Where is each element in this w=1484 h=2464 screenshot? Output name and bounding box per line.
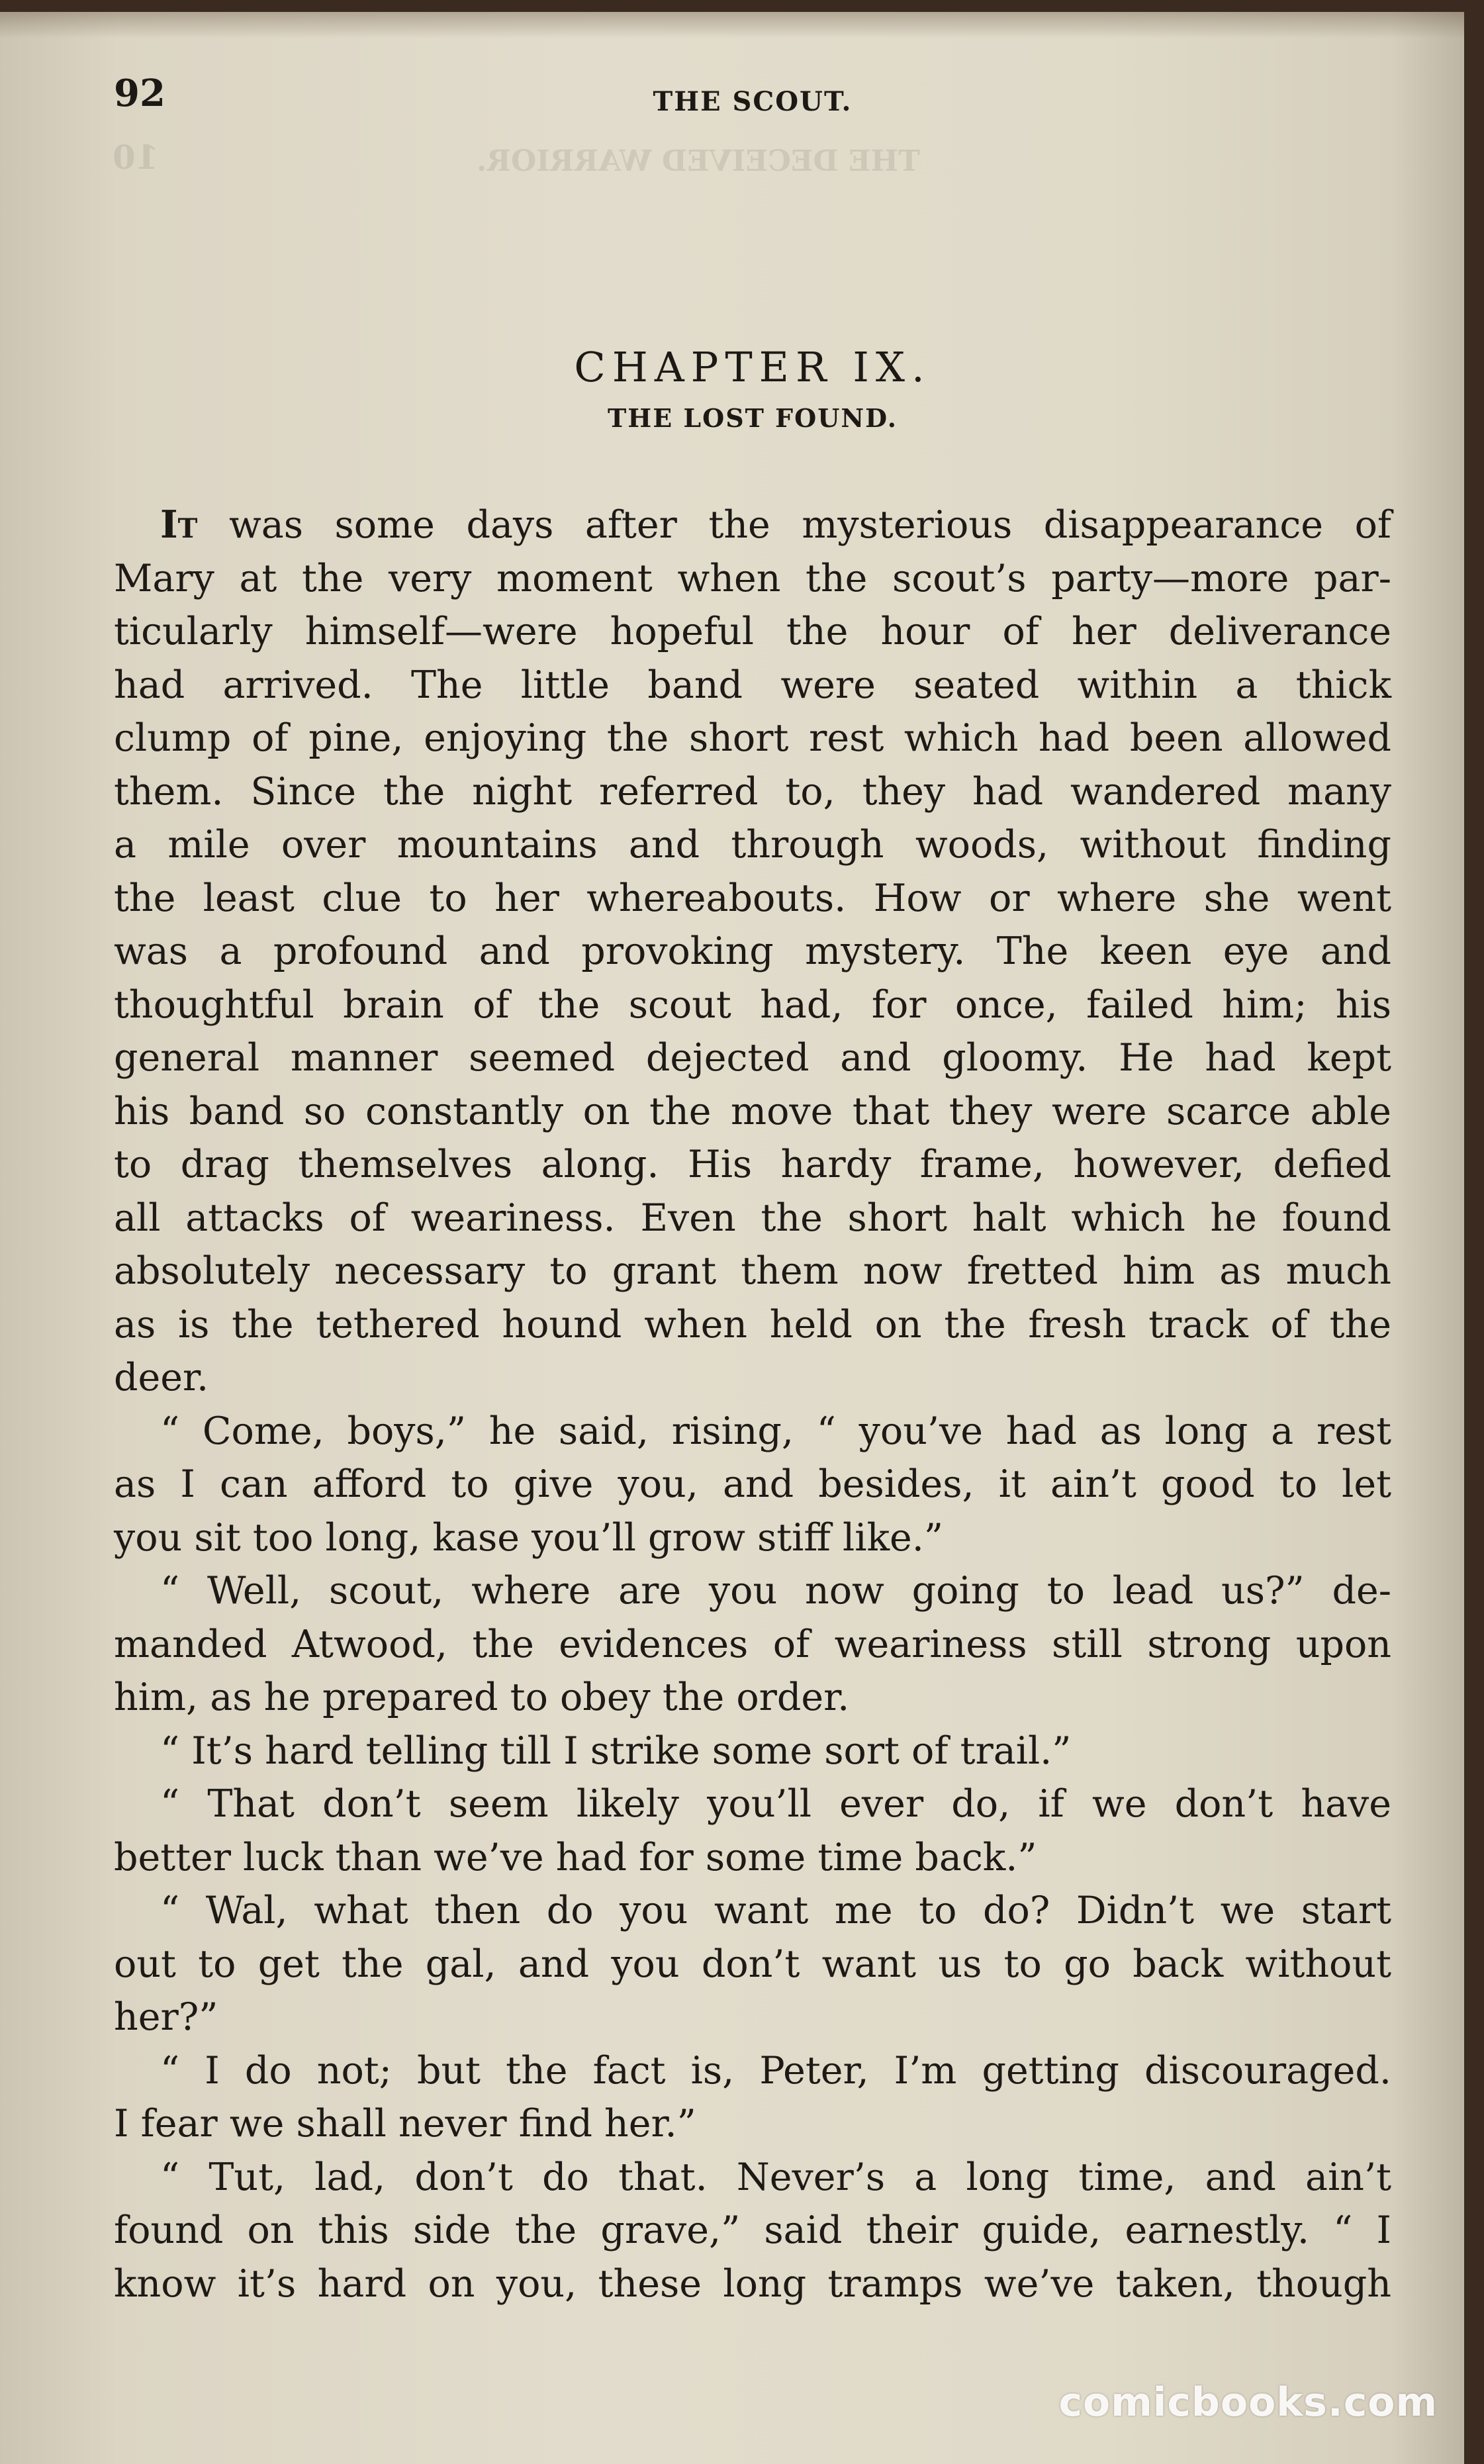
text-line: as I can afford to give you, and besides, it ain’t good to let	[114, 1462, 1391, 1506]
bleed-through-text: THE DECEIVED WARRIOR.	[477, 144, 920, 178]
bleed-through-text: 10	[113, 138, 159, 177]
text-line: her?”	[114, 1995, 218, 2039]
text-line: as is the tethered hound when held on the fresh track of the	[114, 1302, 1391, 1347]
text-line: “ Tut, lad, don’t do that. Never’s a long time, and ain’t	[160, 2155, 1391, 2199]
text-line: general manner seemed dejected and gloomy. He had kept	[114, 1036, 1391, 1080]
text-line: to drag themselves along. His hardy frame, however, defied	[114, 1143, 1391, 1186]
text-line: “ That don’t seem likely you’ll ever do, if we don’t have	[160, 1782, 1391, 1826]
text-line: a mile over mountains and through woods, without finding	[114, 823, 1391, 867]
text-line: “ Well, scout, where are you now going to lead us?” de-	[160, 1569, 1391, 1613]
running-head: THE SCOUT.	[653, 86, 853, 117]
text-line: deer.	[114, 1356, 209, 1399]
watermark-logo: comicbooks.com	[1058, 2379, 1438, 2426]
body-text	[114, 498, 1391, 2310]
text-line: was a profound and provoking mystery. The keen eye and	[114, 929, 1391, 973]
text-line: ticularly himself—were hopeful the hour of her deliverance	[114, 610, 1391, 653]
text-line: “ I do not; but the fact is, Peter, I’m getting discouraged.	[160, 2048, 1391, 2093]
text-line: you sit too long, kase you’ll grow stiff like.”	[114, 1515, 943, 1560]
text-line: manded Atwood, the evidences of weariness still strong upon	[114, 1622, 1391, 1666]
text-line: him, as he prepared to obey the order.	[114, 1676, 850, 1719]
page-number: 92	[114, 71, 165, 115]
text-line: “ It’s hard telling till I strike some sort of trail.”	[160, 1729, 1072, 1773]
text-line: “ Wal, what then do you want me to do? Didn’t we start	[160, 1889, 1391, 1932]
chapter-subtitle: THE LOST FOUND.	[608, 403, 898, 433]
chapter-title: CHAPTER IX.	[574, 343, 931, 391]
text-line: all attacks of weariness. Even the short halt which he found	[114, 1196, 1391, 1240]
chapter-heading	[114, 343, 1391, 433]
text-line: out to get the gal, and you don’t want us to go back without	[114, 1942, 1391, 1986]
text-line: found on this side the grave,” said their guide, earnestly. “ I	[114, 2208, 1391, 2252]
text-line: thoughtful brain of the scout had, for once, failed him; his	[114, 982, 1391, 1027]
text-line: them. Since the night referred to, they had wandered many	[114, 769, 1391, 814]
text-line: “ Come, boys,” he said, rising, “ you’ve had as long a rest	[160, 1409, 1391, 1453]
text-line: Mary at the very moment when the scout’s party—more par-	[114, 556, 1391, 600]
text-line: better luck than we’ve had for some time back.”	[114, 1835, 1037, 1879]
page-header	[114, 71, 1391, 131]
text-line: It was some days after the mysterious disappearance of	[160, 502, 1391, 547]
text-line: I fear we shall never find her.”	[114, 2102, 696, 2146]
text-line: clump of pine, enjoying the short rest which had been allowed	[114, 716, 1391, 760]
text-line: his band so constantly on the move that they were scarce able	[114, 1089, 1391, 1133]
text-line: know it’s hard on you, these long tramps we’ve taken, though	[114, 2261, 1391, 2306]
text-line: the least clue to her whereabouts. How or where she went	[114, 876, 1391, 920]
book-page	[0, 12, 1464, 2464]
opening-small-caps: It	[160, 502, 198, 547]
text-line: had arrived. The little band were seated within a thick	[114, 663, 1391, 707]
text-line: absolutely necessary to grant them now fretted him as much	[114, 1249, 1391, 1293]
page-edge-shadow	[0, 12, 1464, 38]
